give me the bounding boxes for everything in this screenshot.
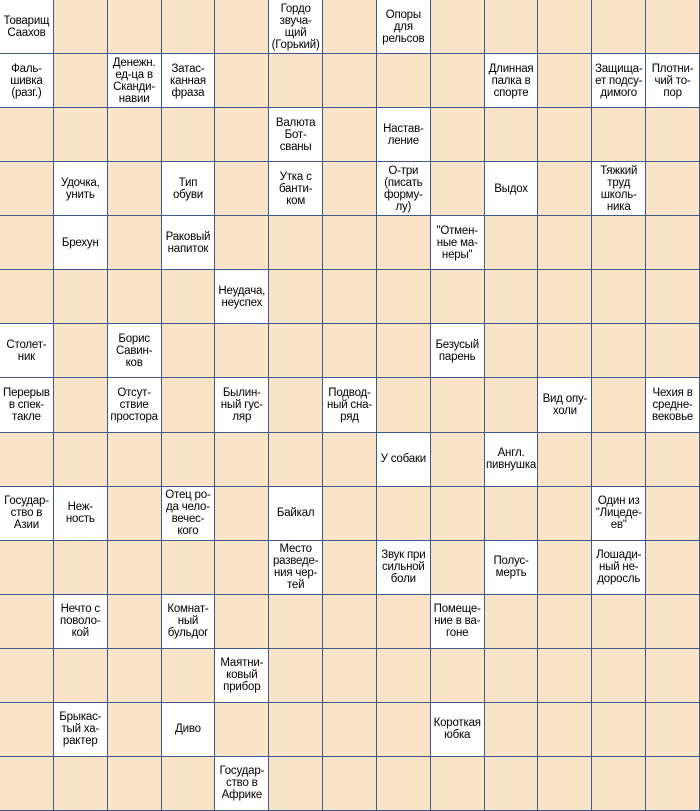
answer-cell[interactable] — [54, 378, 108, 432]
answer-cell[interactable] — [323, 487, 377, 541]
answer-cell[interactable] — [538, 216, 592, 270]
answer-cell[interactable] — [269, 324, 323, 378]
clue-text: Длинная палка в спорте — [488, 62, 534, 99]
clue-cell — [485, 541, 539, 595]
clue-cell — [431, 324, 485, 378]
clue-cell — [0, 378, 54, 432]
answer-cell[interactable] — [215, 595, 269, 649]
answer-cell[interactable] — [323, 595, 377, 649]
clue-cell — [485, 433, 539, 487]
answer-cell[interactable] — [538, 757, 592, 811]
clue-text: Удочка, унить — [60, 176, 100, 201]
clue-cell — [215, 378, 269, 432]
clue-text: У собаки — [380, 453, 427, 466]
answer-cell[interactable] — [431, 162, 485, 216]
clue-cell — [592, 541, 646, 595]
clue-text: Байкал — [276, 507, 315, 520]
answer-cell[interactable] — [377, 270, 431, 324]
clue-text: Защища- ет подсу- димого — [594, 62, 643, 99]
answer-cell[interactable] — [108, 270, 162, 324]
clue-text: Государ- ство в Африке — [219, 765, 265, 802]
answer-cell[interactable] — [108, 595, 162, 649]
clue-text: Тип обуви — [172, 176, 203, 201]
answer-cell[interactable] — [215, 108, 269, 162]
clue-cell — [0, 487, 54, 541]
clue-cell — [108, 54, 162, 108]
answer-cell[interactable] — [162, 108, 216, 162]
answer-cell[interactable] — [592, 433, 646, 487]
answer-cell[interactable] — [0, 216, 54, 270]
answer-cell[interactable] — [485, 487, 539, 541]
clue-text: Государ- ство в Азии — [4, 495, 49, 532]
answer-cell[interactable] — [538, 703, 592, 757]
answer-cell[interactable] — [538, 270, 592, 324]
clue-text: Перерыв в спек- такле — [3, 386, 50, 423]
clue-text: Один из "Лицеде- ев" — [595, 495, 642, 532]
clue-cell — [54, 216, 108, 270]
clue-cell — [215, 270, 269, 324]
answer-cell[interactable] — [646, 108, 700, 162]
answer-cell[interactable] — [108, 0, 162, 54]
answer-cell[interactable] — [54, 433, 108, 487]
clue-text: О-три (писать форму- лу) — [384, 164, 423, 213]
clue-cell — [646, 54, 700, 108]
answer-cell[interactable] — [269, 433, 323, 487]
answer-cell[interactable] — [54, 541, 108, 595]
answer-cell[interactable] — [323, 324, 377, 378]
answer-cell[interactable] — [485, 216, 539, 270]
answer-cell[interactable] — [54, 270, 108, 324]
answer-cell[interactable] — [538, 649, 592, 703]
answer-cell[interactable] — [538, 54, 592, 108]
clue-cell — [269, 108, 323, 162]
answer-cell[interactable] — [323, 54, 377, 108]
answer-cell[interactable] — [162, 433, 216, 487]
answer-cell[interactable] — [592, 757, 646, 811]
answer-cell[interactable] — [54, 649, 108, 703]
clue-text: Место разведе- ния чер- тей — [272, 543, 319, 592]
answer-cell[interactable] — [0, 757, 54, 811]
clue-text: Былин- ный гус- ляр — [220, 386, 263, 423]
clue-cell — [54, 487, 108, 541]
answer-cell[interactable] — [323, 541, 377, 595]
answer-cell[interactable] — [323, 757, 377, 811]
answer-cell[interactable] — [108, 433, 162, 487]
clue-cell — [54, 703, 108, 757]
clue-cell — [269, 487, 323, 541]
clue-cell — [377, 162, 431, 216]
clue-text: Неж- ность — [65, 501, 95, 526]
answer-cell[interactable] — [485, 649, 539, 703]
answer-cell[interactable] — [646, 216, 700, 270]
answer-cell[interactable] — [162, 649, 216, 703]
answer-cell[interactable] — [0, 433, 54, 487]
answer-cell[interactable] — [323, 270, 377, 324]
clue-text: Чехия в средне- вековье — [652, 386, 694, 423]
answer-cell[interactable] — [485, 270, 539, 324]
clue-text: Вид опу- холи — [542, 392, 588, 417]
clue-text: Затас- канная фраза — [170, 62, 206, 99]
clue-text: Настав- ление — [383, 122, 424, 147]
answer-cell[interactable] — [269, 757, 323, 811]
clue-cell — [162, 487, 216, 541]
clue-text: Лошади- ный не- доросль — [596, 549, 642, 586]
answer-cell[interactable] — [0, 108, 54, 162]
answer-cell[interactable] — [646, 324, 700, 378]
clue-text: Тяжкий труд школь- ника — [600, 164, 638, 213]
clue-cell — [162, 54, 216, 108]
clue-cell — [162, 703, 216, 757]
answer-cell[interactable] — [54, 0, 108, 54]
answer-cell[interactable] — [592, 649, 646, 703]
clue-cell — [0, 0, 54, 54]
answer-cell[interactable] — [485, 0, 539, 54]
clue-text: Денежн. ед-ца в Сканди- навии — [112, 56, 156, 105]
answer-cell[interactable] — [538, 487, 592, 541]
clue-cell — [485, 162, 539, 216]
answer-cell[interactable] — [431, 541, 485, 595]
clue-text: Борис Савин- ков — [115, 332, 153, 369]
answer-cell[interactable] — [215, 216, 269, 270]
answer-cell[interactable] — [592, 595, 646, 649]
answer-cell[interactable] — [269, 216, 323, 270]
clue-text: Маятни- ковый прибор — [220, 657, 264, 694]
clue-text: Фаль- шивка (разг.) — [10, 62, 43, 99]
clue-cell — [592, 54, 646, 108]
answer-cell[interactable] — [0, 595, 54, 649]
clue-text: Подвод- ный сна- ряд — [327, 386, 372, 423]
clue-cell — [431, 595, 485, 649]
answer-cell[interactable] — [377, 216, 431, 270]
answer-cell[interactable] — [54, 324, 108, 378]
answer-cell[interactable] — [0, 162, 54, 216]
clue-cell — [162, 595, 216, 649]
answer-cell[interactable] — [215, 162, 269, 216]
answer-cell[interactable] — [269, 649, 323, 703]
answer-cell[interactable] — [538, 324, 592, 378]
answer-cell[interactable] — [0, 270, 54, 324]
answer-cell[interactable] — [592, 0, 646, 54]
clue-text: Короткая юбка — [433, 717, 481, 742]
clue-text: Англ. пивнушка — [485, 447, 537, 472]
answer-cell[interactable] — [215, 541, 269, 595]
answer-cell[interactable] — [592, 216, 646, 270]
clue-cell — [269, 162, 323, 216]
answer-cell[interactable] — [108, 162, 162, 216]
answer-cell[interactable] — [377, 378, 431, 432]
answer-cell[interactable] — [485, 324, 539, 378]
answer-cell[interactable] — [592, 703, 646, 757]
answer-cell[interactable] — [431, 757, 485, 811]
answer-cell[interactable] — [377, 757, 431, 811]
answer-cell[interactable] — [54, 757, 108, 811]
answer-cell[interactable] — [377, 703, 431, 757]
clue-text: Гордо звуча- щий (Горький) — [271, 2, 320, 51]
clue-cell — [162, 216, 216, 270]
answer-cell[interactable] — [162, 378, 216, 432]
clue-cell — [215, 757, 269, 811]
answer-cell[interactable] — [108, 757, 162, 811]
clue-cell — [377, 0, 431, 54]
answer-cell[interactable] — [646, 433, 700, 487]
answer-cell[interactable] — [377, 324, 431, 378]
clue-cell — [377, 433, 431, 487]
answer-cell[interactable] — [377, 595, 431, 649]
answer-cell[interactable] — [377, 487, 431, 541]
answer-cell[interactable] — [0, 541, 54, 595]
answer-cell[interactable] — [485, 703, 539, 757]
answer-cell[interactable] — [646, 649, 700, 703]
clue-text: Безусый парень — [435, 338, 479, 363]
answer-cell[interactable] — [54, 54, 108, 108]
answer-cell[interactable] — [592, 378, 646, 432]
clue-text: Диво — [175, 723, 201, 736]
answer-cell[interactable] — [431, 649, 485, 703]
answer-cell[interactable] — [431, 0, 485, 54]
answer-cell[interactable] — [646, 162, 700, 216]
clue-text: Выдох — [494, 182, 528, 195]
clue-text: Раковый напиток — [165, 230, 211, 255]
clue-text: Отец ро- да чело- вечес- кого — [165, 489, 211, 538]
answer-cell[interactable] — [269, 54, 323, 108]
clue-cell — [323, 378, 377, 432]
answer-cell[interactable] — [485, 108, 539, 162]
answer-cell[interactable] — [646, 595, 700, 649]
answer-cell[interactable] — [431, 487, 485, 541]
answer-cell[interactable] — [592, 270, 646, 324]
answer-cell[interactable] — [269, 378, 323, 432]
answer-cell[interactable] — [646, 757, 700, 811]
clue-text: "Отмен- ные ма- неры" — [436, 224, 478, 261]
clue-text: Нечто с поволо- кой — [60, 603, 101, 640]
answer-cell[interactable] — [54, 108, 108, 162]
answer-cell[interactable] — [538, 108, 592, 162]
answer-cell[interactable] — [108, 703, 162, 757]
answer-cell[interactable] — [215, 0, 269, 54]
answer-cell[interactable] — [377, 649, 431, 703]
answer-cell[interactable] — [431, 54, 485, 108]
clue-text: Брыкас- тый ха- рактер — [59, 711, 102, 748]
answer-cell[interactable] — [646, 703, 700, 757]
answer-cell[interactable] — [646, 487, 700, 541]
answer-cell[interactable] — [431, 270, 485, 324]
answer-cell[interactable] — [108, 216, 162, 270]
answer-cell[interactable] — [108, 649, 162, 703]
clue-text: Валюта Бот- сваны — [275, 116, 316, 153]
answer-cell[interactable] — [485, 595, 539, 649]
answer-cell[interactable] — [538, 595, 592, 649]
answer-cell[interactable] — [485, 757, 539, 811]
answer-cell[interactable] — [592, 108, 646, 162]
answer-cell[interactable] — [323, 0, 377, 54]
clue-cell — [646, 378, 700, 432]
answer-cell[interactable] — [323, 703, 377, 757]
answer-cell[interactable] — [431, 108, 485, 162]
answer-cell[interactable] — [269, 703, 323, 757]
answer-cell[interactable] — [162, 270, 216, 324]
clue-text: Товарищ Саахов — [3, 14, 50, 39]
answer-cell[interactable] — [323, 216, 377, 270]
clue-cell — [431, 216, 485, 270]
answer-cell[interactable] — [162, 324, 216, 378]
answer-cell[interactable] — [162, 541, 216, 595]
clue-text: Столет- ник — [6, 338, 47, 363]
answer-cell[interactable] — [0, 649, 54, 703]
clue-cell — [0, 54, 54, 108]
answer-cell[interactable] — [323, 649, 377, 703]
answer-cell[interactable] — [431, 433, 485, 487]
answer-cell[interactable] — [323, 162, 377, 216]
clue-text: Плотни- чий то- пор — [651, 62, 694, 99]
answer-cell[interactable] — [215, 433, 269, 487]
answer-cell[interactable] — [431, 378, 485, 432]
clue-cell — [377, 541, 431, 595]
answer-cell[interactable] — [162, 0, 216, 54]
answer-cell[interactable] — [162, 757, 216, 811]
clue-cell — [108, 378, 162, 432]
answer-cell[interactable] — [646, 0, 700, 54]
clue-cell — [54, 595, 108, 649]
clue-cell — [592, 487, 646, 541]
answer-cell[interactable] — [269, 270, 323, 324]
answer-cell[interactable] — [377, 54, 431, 108]
answer-cell[interactable] — [269, 595, 323, 649]
clue-cell — [54, 162, 108, 216]
answer-cell[interactable] — [323, 108, 377, 162]
clue-cell — [485, 54, 539, 108]
answer-cell[interactable] — [538, 0, 592, 54]
answer-cell[interactable] — [108, 541, 162, 595]
clue-cell — [269, 0, 323, 54]
clue-text: Отсут- ствие простора — [110, 386, 158, 423]
answer-cell[interactable] — [215, 703, 269, 757]
clue-text: Полус- мерть — [493, 555, 529, 580]
answer-cell[interactable] — [538, 433, 592, 487]
clue-text: Утка с банти- ком — [278, 170, 313, 207]
answer-cell[interactable] — [215, 324, 269, 378]
answer-cell[interactable] — [485, 378, 539, 432]
clue-text: Брехун — [61, 236, 99, 249]
clue-text: Опоры для рельсов — [382, 8, 425, 45]
clue-cell — [215, 649, 269, 703]
answer-cell[interactable] — [646, 541, 700, 595]
answer-cell[interactable] — [592, 324, 646, 378]
answer-cell[interactable] — [108, 108, 162, 162]
answer-cell[interactable] — [538, 541, 592, 595]
answer-cell[interactable] — [646, 270, 700, 324]
clue-cell — [108, 324, 162, 378]
clue-text: Комнат- ный бульдог — [167, 603, 209, 640]
clue-cell — [431, 703, 485, 757]
answer-cell[interactable] — [0, 703, 54, 757]
clue-cell — [0, 324, 54, 378]
clue-cell — [377, 108, 431, 162]
clue-text: Звук при сильной боли — [381, 549, 426, 586]
clue-cell — [592, 162, 646, 216]
clue-cell — [162, 162, 216, 216]
answer-cell[interactable] — [108, 487, 162, 541]
answer-cell[interactable] — [323, 433, 377, 487]
answer-cell[interactable] — [215, 54, 269, 108]
clue-cell — [269, 541, 323, 595]
clue-cell — [538, 378, 592, 432]
clue-text: Неудача, неуспех — [218, 284, 266, 309]
answer-cell[interactable] — [538, 162, 592, 216]
clue-text: Помеще- ние в ва- гоне — [433, 603, 481, 640]
answer-cell[interactable] — [215, 487, 269, 541]
